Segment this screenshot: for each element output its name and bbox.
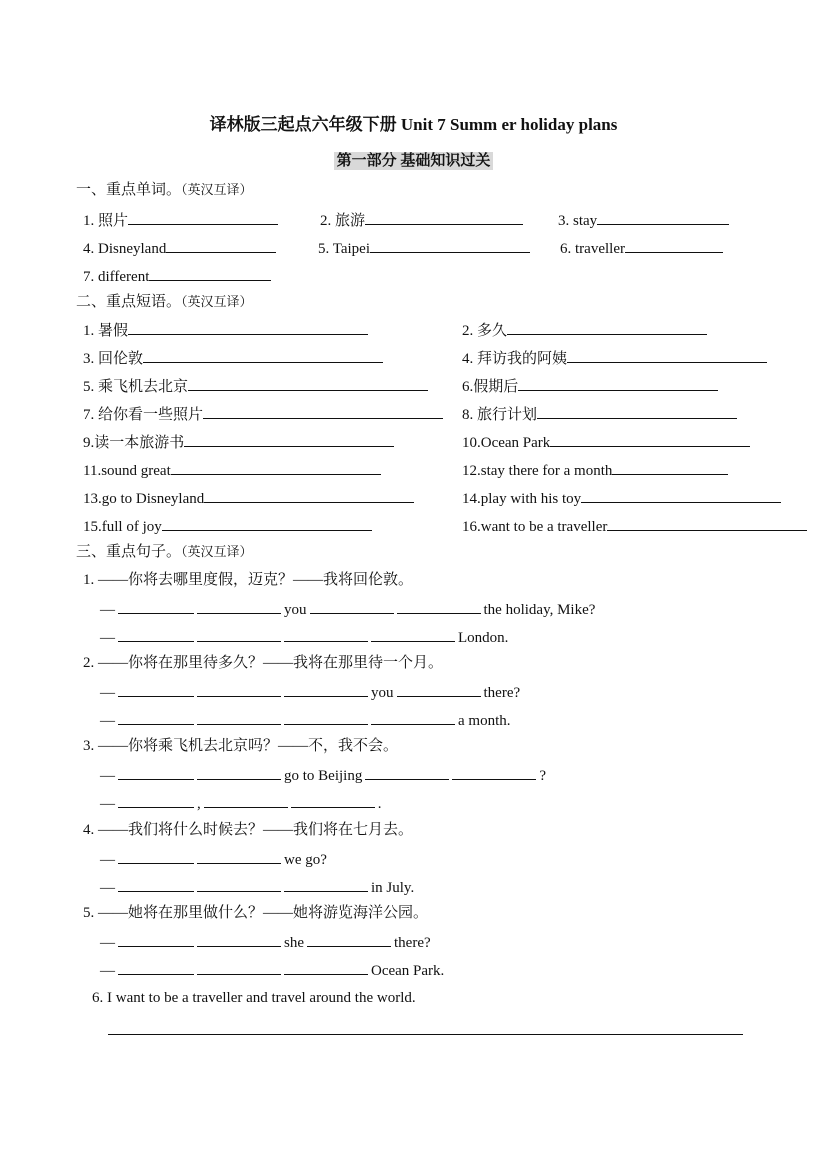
answer-blank[interactable]: [607, 512, 807, 531]
answer-blank[interactable]: [197, 956, 281, 975]
word-item: [318, 234, 530, 262]
item-label: 9.读一本旅游书: [83, 435, 185, 451]
phrase-item: [462, 428, 750, 456]
answer-blank[interactable]: [128, 316, 368, 335]
answer-blank[interactable]: [149, 262, 271, 281]
sentence-text: —: [100, 796, 115, 812]
sentence-text: ,: [197, 796, 201, 812]
item-label: 5. Taipei: [318, 241, 370, 257]
answer-blank[interactable]: [291, 789, 375, 808]
section-note: （英汉互译）: [181, 182, 253, 197]
phrase-item: [462, 484, 781, 512]
section-note: （英汉互译）: [181, 544, 253, 559]
section-note: （英汉互译）: [181, 294, 253, 309]
item-label: 6.假期后: [462, 379, 519, 395]
sentence-text: London.: [458, 630, 509, 646]
answer-blank[interactable]: [284, 706, 368, 725]
item-label: 15.full of joy: [83, 519, 162, 535]
section3-heading: [76, 539, 253, 565]
answer-blank[interactable]: [371, 706, 455, 725]
answer-line: [100, 845, 330, 873]
sentence-text: go to Beijing: [284, 768, 363, 784]
word-item: [560, 234, 723, 262]
answer-blank[interactable]: [184, 428, 394, 447]
answer-blank[interactable]: [162, 512, 372, 531]
sentence-text: you: [371, 685, 394, 701]
sentence-text: the holiday, Mike?: [483, 602, 596, 618]
sentence-text: —: [100, 880, 115, 896]
prompt-text: 3. ——你将乘飞机去北京吗？——不，我不会。: [83, 738, 399, 754]
answer-blank[interactable]: [507, 316, 707, 335]
answer-blank[interactable]: [118, 623, 194, 642]
answer-blank[interactable]: [118, 595, 194, 614]
phrase-item: [83, 456, 381, 484]
answer-line: [100, 956, 447, 984]
item-label: 8. 旅行计划: [462, 407, 538, 423]
answer-blank[interactable]: [550, 428, 750, 447]
answer-blank[interactable]: [581, 484, 781, 503]
answer-blank[interactable]: [284, 623, 368, 642]
sentence-text: —: [100, 630, 115, 646]
section-heading-text: 二、重点短语。: [76, 294, 182, 310]
prompt-text: 4. ——我们将什么时候去？——我们将在七月去。: [83, 822, 414, 838]
phrase-item: [462, 372, 718, 400]
word-item: [83, 234, 276, 262]
page-title: 译林版三起点六年级下册 Unit 7 Summ er holiday plans: [209, 115, 618, 134]
answer-blank[interactable]: [118, 678, 194, 697]
part-title: [0, 149, 827, 170]
answer-blank[interactable]: [118, 761, 194, 780]
phrase-item: [83, 344, 383, 372]
word-item: [83, 206, 278, 234]
answer-blank[interactable]: [284, 678, 368, 697]
answer-blank[interactable]: [143, 344, 383, 363]
answer-blank[interactable]: [284, 956, 368, 975]
answer-blank[interactable]: [118, 845, 194, 864]
answer-blank[interactable]: [197, 595, 281, 614]
phrase-item: [462, 316, 707, 344]
item-label: 6. traveller: [560, 241, 625, 257]
answer-line: [100, 873, 417, 901]
phrase-item: [83, 484, 414, 512]
answer-blank[interactable]: [118, 706, 194, 725]
sentence-text: ?: [539, 768, 547, 784]
question-prompt: [83, 732, 398, 760]
phrase-item: [83, 428, 394, 456]
sentence-text: .: [377, 796, 382, 812]
word-item: [83, 262, 271, 290]
item-label: 1. 暑假: [83, 323, 129, 339]
question-prompt: [83, 566, 413, 594]
section-heading-text: 一、重点单词。: [76, 182, 182, 198]
answer-blank[interactable]: [452, 761, 536, 780]
item-label: 16.want to be a traveller: [462, 519, 608, 535]
answer-blank[interactable]: [204, 484, 414, 503]
sentence-text: there?: [394, 935, 431, 951]
item-label: 12.stay there for a month: [462, 463, 613, 479]
phrase-item: [83, 400, 443, 428]
sentence-text: you: [284, 602, 307, 618]
answer-blank[interactable]: [118, 873, 194, 892]
answer-blank[interactable]: [197, 873, 281, 892]
answer-blank[interactable]: [567, 344, 767, 363]
answer-blank[interactable]: [197, 706, 281, 725]
answer-blank[interactable]: [537, 400, 737, 419]
sentence-text: in July.: [371, 880, 415, 896]
item-label: 4. 拜访我的阿姨: [462, 351, 568, 367]
answer-blank[interactable]: [118, 928, 194, 947]
prompt-text: 1. ——你将去哪里度假，迈克？——我将回伦敦。: [83, 572, 414, 588]
item-label: 3. 回伦敦: [83, 351, 144, 367]
item-label: 3. stay: [558, 213, 598, 229]
answer-blank[interactable]: [171, 456, 381, 475]
item-label: 14.play with his toy: [462, 491, 582, 507]
phrase-item: [83, 316, 368, 344]
answer-blank[interactable]: [370, 234, 530, 253]
word-item: [320, 206, 523, 234]
sentence-text: Ocean Park.: [371, 963, 445, 979]
answer-blank[interactable]: [612, 456, 728, 475]
answer-line: [100, 623, 511, 651]
sentence-text: —: [100, 602, 115, 618]
section-heading-text: 三、重点句子。: [76, 544, 182, 560]
question-prompt: [83, 899, 428, 927]
answer-blank[interactable]: [397, 678, 481, 697]
answer-line: [100, 928, 434, 956]
item-label: 10.Ocean Park: [462, 435, 551, 451]
answer-blank[interactable]: [197, 761, 281, 780]
phrase-item: [462, 456, 728, 484]
sentence-text: a month.: [458, 713, 511, 729]
item-label: 1. 照片: [83, 213, 129, 229]
answer-line: [100, 595, 598, 623]
item-label: 11.sound great: [83, 463, 171, 479]
answer-blank[interactable]: [365, 761, 449, 780]
sentence-text: there?: [483, 685, 521, 701]
phrase-item: [462, 400, 737, 428]
phrase-item: [462, 344, 767, 372]
answer-blank[interactable]: [128, 206, 278, 225]
question-prompt: [83, 649, 443, 677]
answer-blank[interactable]: [188, 372, 428, 391]
section1-heading: [76, 177, 253, 203]
answer-blank[interactable]: [197, 678, 281, 697]
answer-blank[interactable]: [597, 206, 729, 225]
answer-blank[interactable]: [197, 623, 281, 642]
answer-blank[interactable]: [204, 789, 288, 808]
sentence-text: —: [100, 768, 115, 784]
answer-blank[interactable]: [197, 928, 281, 947]
answer-blank[interactable]: [166, 234, 276, 253]
sentence-text: —: [100, 713, 115, 729]
answer-blank[interactable]: [118, 789, 194, 808]
phrase-item: [462, 512, 807, 540]
prompt-text: 2. ——你将在那里待多久？——我将在那里待一个月。: [83, 655, 444, 671]
item-label: 4. Disneyland: [83, 241, 167, 257]
sentence-text: she: [284, 935, 304, 951]
question-6: 6. I want to be a traveller and travel around the world.: [92, 990, 416, 1006]
item-label: 2. 旅游: [320, 213, 366, 229]
answer-line: [100, 706, 514, 734]
answer-blank[interactable]: [203, 400, 443, 419]
answer-line[interactable]: [108, 1034, 743, 1035]
answer-blank[interactable]: [307, 928, 391, 947]
answer-blank[interactable]: [397, 595, 481, 614]
answer-blank[interactable]: [625, 234, 723, 253]
answer-blank[interactable]: [365, 206, 523, 225]
sentence-text: —: [100, 685, 115, 701]
item-label: 13.go to Disneyland: [83, 491, 205, 507]
sentence-text: we go?: [284, 852, 327, 868]
section2-heading: [76, 289, 253, 315]
answer-line: [100, 678, 523, 706]
answer-blank[interactable]: [310, 595, 394, 614]
answer-blank[interactable]: [118, 956, 194, 975]
word-item: [558, 206, 729, 234]
answer-blank[interactable]: [371, 623, 455, 642]
part-title-label: 第一部分 基础知识过关: [334, 152, 494, 170]
item-label: 5. 乘飞机去北京: [83, 379, 189, 395]
answer-blank[interactable]: [284, 873, 368, 892]
answer-blank[interactable]: [518, 372, 718, 391]
phrase-item: [83, 372, 428, 400]
sentence-text: —: [100, 963, 115, 979]
question-prompt: [83, 816, 413, 844]
item-label: 2. 多久: [462, 323, 508, 339]
sentence-text: —: [100, 935, 115, 951]
item-label: 7. 给你看一些照片: [83, 407, 204, 423]
answer-line: [100, 789, 385, 817]
answer-blank[interactable]: [197, 845, 281, 864]
answer-line: [100, 761, 549, 789]
prompt-text: 5. ——她将在那里做什么？——她将游览海洋公园。: [83, 905, 429, 921]
phrase-item: [83, 512, 372, 540]
item-label: 7. different: [83, 269, 150, 285]
sentence-text: —: [100, 852, 115, 868]
